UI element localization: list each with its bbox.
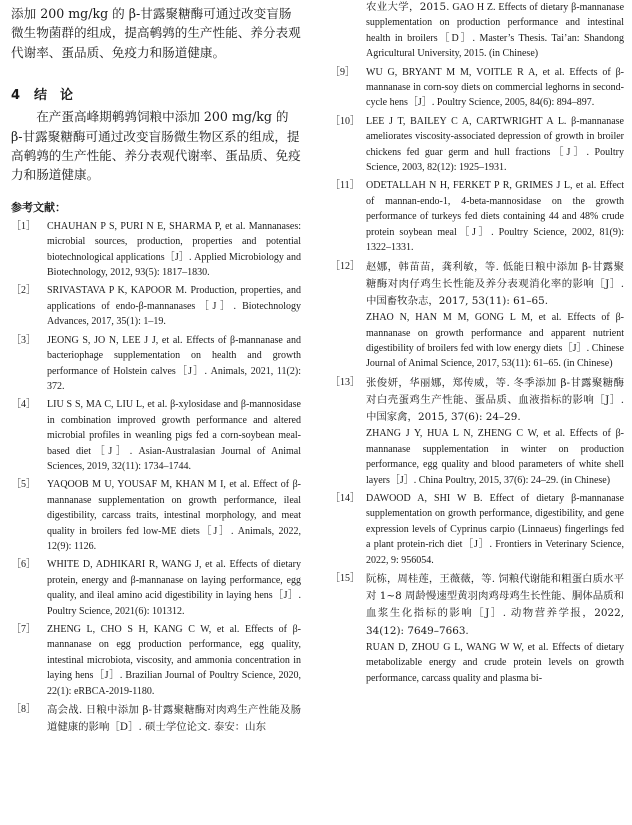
- reference-text: WHITE D, ADHIKARI R, WANG J, et al. Effects of dietary protein, energy and β-mannanase on laying performance, egg quality, and ileal amino acid digestibility in laying hens［J］. Poultry Science, 2021(6): 101312.: [47, 559, 301, 617]
- left-column: [11, 0, 301, 739]
- reference-text-english: ZHANG J Y, HUA L N, ZHENG C W, et al. Effects of β-mannanase supplementation in winter on production performance, egg quality and blood parameters of white shell layers［J］. China Poultry, 2015, 37(6): 24–29. (in Chinese): [366, 428, 624, 486]
- reference-index: ［7］: [11, 624, 36, 635]
- right-column: [330, 0, 624, 689]
- reference-text: ODETALLAH N H, FERKET P R, GRIMES J L, et al. Effect of mannan-endo-1, 4-beta-mannosidase on the growth performance of turkeys fed diets containing 44 and 48% crude protein soybean meal［J］. Poultry Science, 2002, 81(9): 1322–1331.: [366, 180, 624, 254]
- reference-index: ［10］: [330, 115, 360, 127]
- reference-index: ［5］: [11, 479, 36, 491]
- reference-item: [11, 477, 301, 554]
- reference-item: [330, 65, 624, 111]
- reference-text-chinese: 赵娜，韩苗苗，龚利敏，等. 低能日粮中添加 β-甘露聚糖酶对肉仔鸡生长性能及养分表观消化率的影响［J］. 中国畜牧杂志，2017, 53(11): 61–65.: [366, 260, 624, 307]
- section-heading: [11, 84, 301, 103]
- reference-item: [330, 114, 624, 176]
- reference-text: DAWOOD A, SHI W B. Effect of dietary β-mannanase supplementation on growth performance, digestibility, and gene expression levels of Cyprinus carpio (Linnaeus) fingerlings fed a plant protein-rich diet［J］. Frontiers in Veterinary Science, 2022, 9: 956054.: [366, 492, 624, 566]
- reference-item: [330, 571, 624, 686]
- reference-index: ［6］: [11, 559, 36, 571]
- reference-text: LEE J T, BAILEY C A, CARTWRIGHT A L. β-mannanase ameliorates viscosity-associated depression of growth in broiler chickens fed guar germ and hull fractions［J］. Poultry Science, 2003, 82(12): 1925–1931.: [366, 115, 624, 174]
- reference-index: ［8］: [11, 704, 36, 716]
- reference-index: ［4］: [11, 399, 36, 411]
- reference-item: [11, 333, 301, 395]
- reference-text: SRIVASTAVA P K, KAPOOR M. Production, properties, and applications of endo-β-mannanases［J］. Biotechnology Advances, 2017, 35(1): 1–19.: [47, 285, 301, 328]
- reference-item: [11, 557, 301, 619]
- reference-index: ［15］: [330, 573, 360, 584]
- reference-index: ［14］: [330, 492, 360, 504]
- reference-text: CHAUHAN P S, PURI N E, SHARMA P, et al. Mannanases: microbial sources, production, properties and potential biotechnological applications［J］. Applied Microbiology and Biotechnology, 2012, 93(5): 1817–1830.: [47, 220, 301, 279]
- reference-item: [11, 397, 301, 474]
- reference-text: JEONG S, JO N, LEE J J, et al. Effects of β-mannanase and bacteriophage supplementation on health and growth performance of Holstein calves［J］. Animals, 2021, 11(2): 372.: [47, 334, 301, 392]
- reference-text-english: GAO H Z. Effects of dietary β-mannanase supplementation on production performance and intestinal health in broilers［D］. Master’s Thesis. Tai’an: Shandong Agricultural University, 2015. (in Chinese): [366, 2, 625, 60]
- reference-index: ［1］: [11, 220, 36, 232]
- reference-item: [11, 702, 301, 736]
- section-title: 结 论: [34, 88, 74, 104]
- reference-text-english: RUAN D, ZHOU G L, WANG W W, et al. Effects of dietary metabolizable energy and crude protein levels on growth performance, carcass quality and plasma bi-: [366, 641, 624, 684]
- reference-text-chinese: 张俊妍，华丽娜，郑传威，等. 冬季添加 β-甘露聚糖酶对白壳蛋鸡生产性能、蛋品质、血液指标的影响［J］. 中国家禽，2015, 37(6): 24–29.: [366, 376, 624, 424]
- reference-text-english: ZHAO N, HAN M M, GONG L M, et al. Effects of β-mannanase on growth performance and apparent nutrient digestibility of broilers fed with low energy diets［J］. Chinese Journal of Animal Science, 2017, 53(11): 61–65. (in Chinese): [366, 312, 624, 370]
- reference-item: [330, 259, 624, 372]
- reference-text: 高会战. 日粮中添加 β-甘露聚糖酶对肉鸡生产性能及肠道健康的影响［D］. 硕士学位论文. 泰安：山东: [47, 704, 301, 734]
- reference-index: ［12］: [330, 260, 360, 272]
- reference-item: [330, 375, 624, 488]
- reference-item: [11, 283, 301, 329]
- reference-item: [11, 622, 301, 699]
- reference-index: ［13］: [330, 376, 360, 388]
- reference-text: YAQOOB M U, YOUSAF M, KHAN M I, et al. Effect of β-mannanase supplementation on growth performance, ileal digestibility, carcass traits, intestinal morphology, and meat quality in broilers fed low-ME diets［J］. Animals, 2022, 12(9): 1126.: [47, 479, 301, 552]
- reference-index: ［3］: [11, 334, 36, 346]
- conclusion-paragraph: 在产蛋高峰期鹌鹑饲粮中添加 200 mg/kg 的 β-甘露聚糖酶可通过改变盲肠微生物区系的组成，提高鹌鹑的生产性能、养分表观代谢率、蛋品质、免疫力和肠道健康。: [11, 109, 301, 183]
- reference-continuation: [330, 0, 624, 62]
- reference-text: ZHENG L, CHO S H, KANG C W, et al. Effects of β-mannanase on egg production performance, egg quality, intestinal microbiota, viscosity, and ammonia concentration in laying hens［J］. Brazilian Journal of Poultry Science, 2020, 22(1): eRBCA-2019-1180.: [47, 624, 301, 697]
- intro-paragraph: 添加 200 mg/kg 的 β-甘露聚糖酶可通过改变盲肠微生物菌群的组成，提高鹌鹑的生产性能、养分表观代谢率、蛋品质、免疫力和肠道健康。: [11, 6, 301, 60]
- references-heading: 参考文献：: [11, 200, 66, 214]
- reference-text: WU G, BRYANT M M, VOITLE R A, et al. Effects of β-mannanase in corn-soy diets on commercial leghorns in second-cycle hens［J］. Poultry Science, 2005, 84(6): 894–897.: [366, 66, 624, 109]
- reference-text-chinese: 阮栋，周桂莲，王薇薇，等. 饲粮代谢能和粗蛋白质水平对 1~8 周龄慢速型黄羽肉鸡母鸡生长性能、胴体品质和血浆生化指标的影响［J］. 动物营养学报，2022, 34(12): 7649–7663.: [366, 573, 624, 637]
- reference-item: [330, 178, 624, 255]
- reference-index: ［9］: [330, 66, 355, 78]
- reference-item: [11, 219, 301, 281]
- reference-text-chinese: 农业大学，2015.: [366, 1, 450, 13]
- reference-index: ［2］: [11, 285, 36, 297]
- reference-text: LIU S S, MA C, LIU L, et al. β-xylosidase and β-mannosidase in combination improved growth performance and altered microbial profiles in weanling pigs fed a corn-soybean meal-based diet［J］. Asian-Australasian Journal of Animal Sciences, 2019, 32(11): 1734–1744.: [47, 399, 301, 472]
- reference-item: [330, 491, 624, 568]
- reference-index: ［11］: [330, 180, 360, 192]
- section-number: 4: [11, 88, 21, 104]
